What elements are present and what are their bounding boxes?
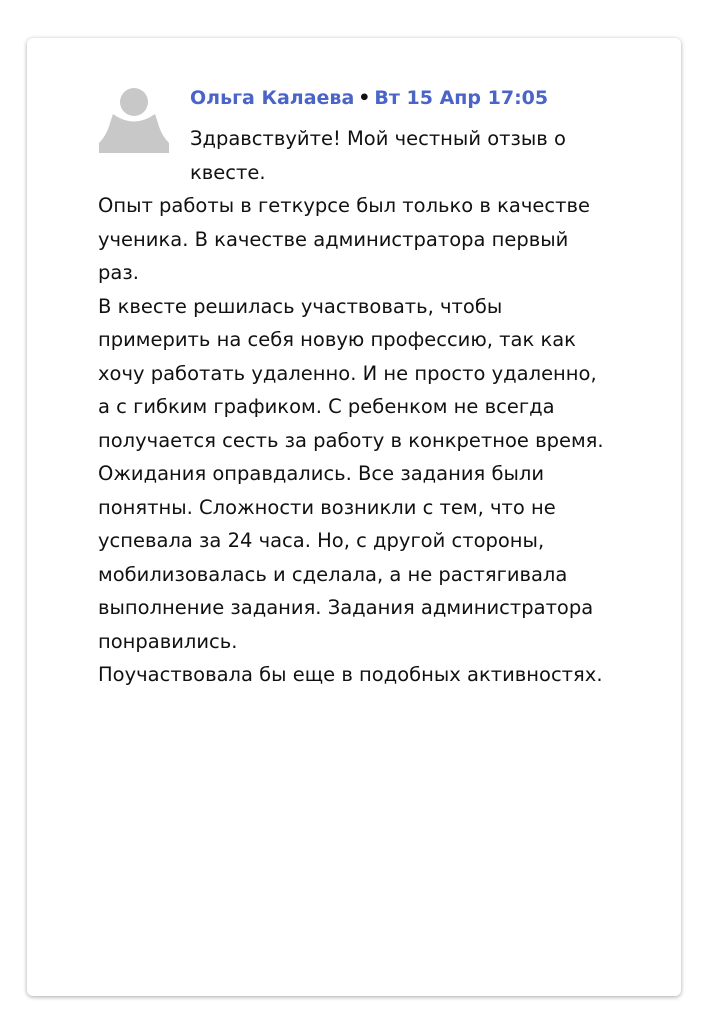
comment-timestamp[interactable]: Вт 15 Апр 17:05 (374, 87, 549, 109)
header-separator: • (358, 87, 371, 109)
comment-intro: Здравствуйте! Мой честный отзыв о квесте. (190, 127, 566, 184)
comment-header (190, 86, 548, 110)
avatar-icon[interactable] (99, 83, 169, 153)
comment-body: Опыт работы в геткурсе был только в качестве ученика. В качестве администратора первый раз. В квесте решилась участвовать, чтобы примерить на себя новую профессию, так как хочу работать удаленно. И не просто удаленно, а с гибким графиком. С ребенком не всегда получается сесть за работу в конкретное время. Ожидания оправдались. Все задания были понятны. Сложности возникли с тем, что не успевала за 24 часа. Но, с другой стороны, мобилизовалась и сделала, а не растягивала выполнение задания. Задания администратора понравились. Поучаствовала бы еще в подобных активностях. (98, 194, 604, 686)
comment-card (27, 38, 681, 996)
author-name[interactable]: Ольга Калаева (190, 87, 355, 109)
